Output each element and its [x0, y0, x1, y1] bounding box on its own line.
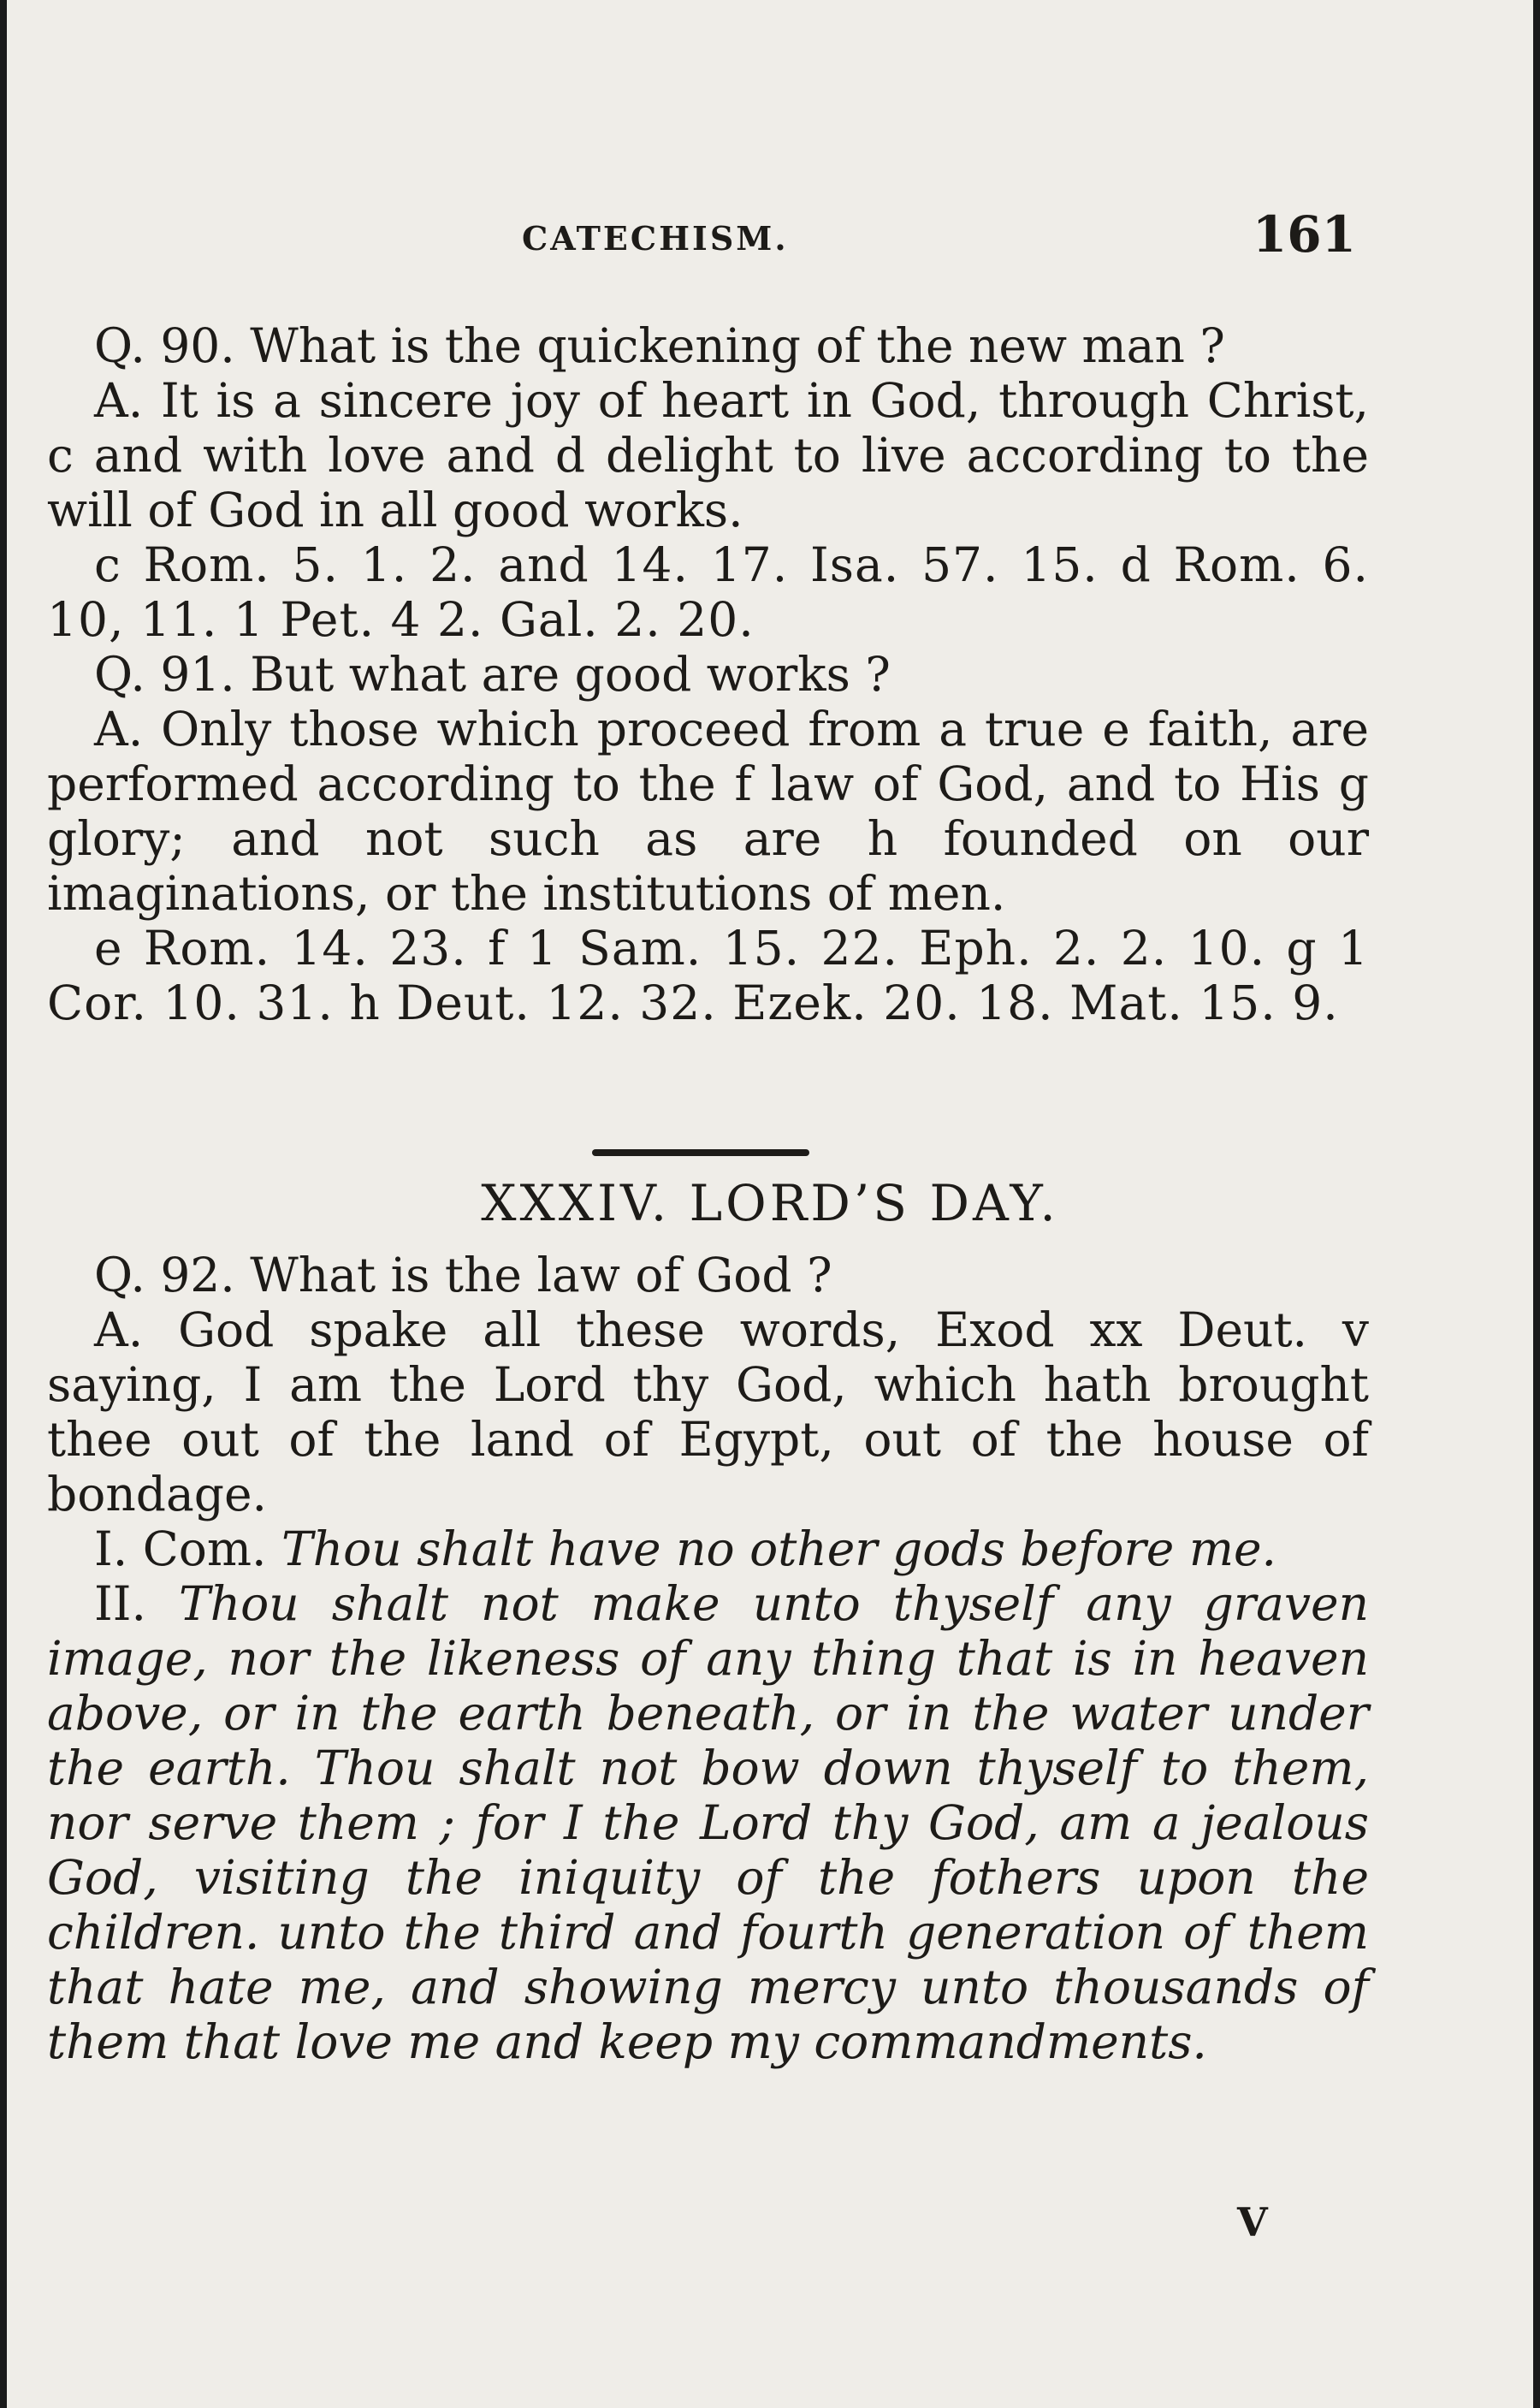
lower-text-block: [47, 1248, 1369, 2069]
upper-text-block: [47, 318, 1369, 1030]
answer-92: A. God spake all these words, Exod xx Deut. v saying, I am the Lord thy God, which hath brought thee out of the land of Egypt, out of the house of bondage.: [47, 1302, 1369, 1521]
question-91: Q. 91. But what are good works ?: [94, 647, 891, 702]
answer-90: A. It is a sincere joy of heart in God, through Christ, c and with love and d delight to live according to the will of God in all good works.: [47, 373, 1369, 537]
section-divider-rule: [592, 1149, 809, 1156]
references-90: c Rom. 5. 1. 2. and 14. 17. Isa. 57. 15. d Rom. 6. 10, 11. 1 Pet. 4 2. Gal. 2. 20.: [47, 537, 1369, 647]
running-title: CATECHISM.: [522, 219, 789, 258]
answer-91: A. Only those which proceed from a true e faith, are performed according to the f law of God, and to His g glory; and not such as are h founded on our imaginations, or the institutions of men.: [47, 702, 1369, 921]
section-title: XXXIV. LORD’S DAY.: [481, 1174, 1059, 1232]
commandment-2-label: II.: [94, 1576, 146, 1631]
commandment-1: [47, 1521, 1369, 1576]
page-header: [47, 205, 1356, 265]
signature-mark: V: [1237, 2199, 1268, 2245]
question-92: Q. 92. What is the law of God ?: [94, 1248, 832, 1302]
references-91: e Rom. 14. 23. f 1 Sam. 15. 22. Eph. 2. 2. 10. g 1 Cor. 10. 31. h Deut. 12. 32. Ezek. 20. 18. Mat. 15. 9.: [47, 921, 1369, 1030]
question-90: Q. 90. What is the quickening of the new man ?: [94, 318, 1225, 373]
commandment-2: [47, 1576, 1369, 2069]
commandment-1-text: Thou shalt have no other gods before me.: [281, 1521, 1277, 1576]
page-number: 161: [1252, 205, 1356, 264]
commandment-2-text: Thou shalt not make unto thyself any graven image, nor the likeness of any thing that is in heaven above, or in the earth beneath, or in the water under the earth. Thou shalt not bow down thyself to them, nor serve them ; for I the Lord thy God, am a jealous God, visiting the iniquity of the fothers upon the children. unto the third and fourth generation of them that hate me, and showing mercy unto thousands of them that love me and keep my commandments.: [47, 1576, 1369, 2069]
commandment-1-label: I. Com.: [94, 1521, 267, 1576]
